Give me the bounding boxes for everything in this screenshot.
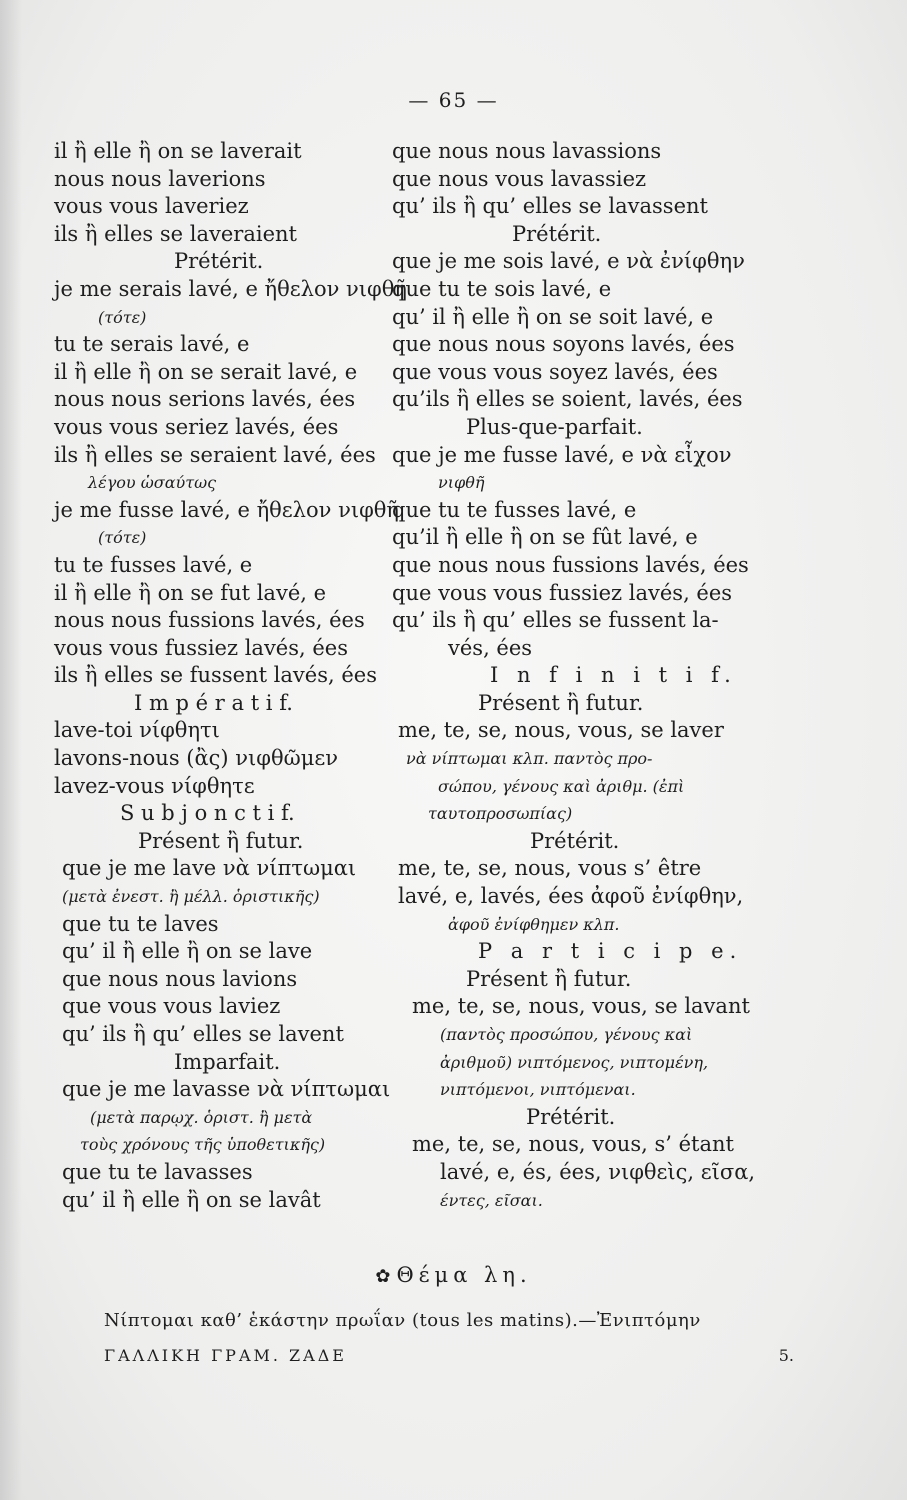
greek-note: νιπτόμενοι, νιπτόμεναι. (440, 1080, 636, 1100)
exercise-text: Νίπτομαι καθ’ ἑκάστην πρωΐαν (tous les matins).—Ἐνιπτόμην (104, 1310, 701, 1331)
text-line: il ἢ elle ἢ on se laverait (54, 139, 302, 163)
text-line: que nous nous lavions (62, 966, 298, 991)
text-line: me, te, se, nous, vous, s’ étant (412, 1132, 734, 1157)
greek-note: σώπου, γένους καὶ ἀριθμ. (ἐπὶ (438, 776, 685, 796)
greek-note: νὰ νίπτωμαι κλπ. παντὸς προ- (406, 749, 653, 769)
text-line: que nous vous lavassiez (392, 166, 647, 191)
text-line: lavons-nous (ἂς) νιφθῶμεν (54, 746, 339, 771)
text-line: vous vous seriez lavés, ées (54, 414, 339, 439)
greek-note: ταυτοπροσωπίας) (428, 804, 573, 824)
greek-note: λέγου ὡσαύτως (88, 473, 217, 493)
greek-note: ἀφοῦ ἐνίφθημεν κλπ. (448, 914, 620, 934)
text-line: qu’ il ἢ elle ἢ on se lave (62, 939, 313, 964)
section-heading: I m p é r a t i f. (134, 690, 293, 715)
text-line: qu’ il ἢ elle ἢ on se lavât (62, 1187, 321, 1212)
greek-note: (τότε) (98, 528, 147, 548)
text-line: que je me lave νὰ νίπτωμαι (62, 856, 357, 881)
text-line: me, te, se, nous, vous s’ être (398, 856, 702, 881)
text-line: nous nous laverions (54, 166, 266, 191)
section-heading: Plus-que-parfait. (466, 414, 643, 439)
text-line: il ἢ elle ἢ on se fut lavé, e (54, 580, 327, 605)
greek-note: (μετὰ παρῳχ. ὁριστ. ἢ μετὰ (90, 1107, 313, 1127)
signature-number: 5. (778, 1346, 794, 1365)
text-line: qu’ ils ἢ qu’ elles se fussent la- (392, 608, 719, 633)
page-footer (104, 1346, 794, 1365)
text-line: tu te fusses lavé, e (54, 552, 253, 577)
text-line: que je me fusse lavé, e νὰ εἶχον (392, 442, 732, 467)
section-heading: I n f i n i t i f. (490, 663, 737, 688)
text-line: ils ἢ elles se fussent lavés, ées (54, 663, 377, 688)
ornament-icon: ✿ (375, 1266, 391, 1287)
section-heading: Présent ἢ futur. (466, 966, 632, 991)
text-line: nous nous fussions lavés, ées (54, 608, 365, 633)
greek-note: (παντὸς προσώπου, γένους καὶ (440, 1025, 693, 1044)
section-heading: Imparfait. (174, 1049, 281, 1074)
text-line: que vous vous soyez lavés, ées (392, 359, 718, 384)
greek-note: (τότε) (98, 307, 147, 327)
section-heading: Présent ἢ futur. (138, 828, 304, 853)
section-heading: Prétérit. (174, 249, 264, 274)
text-line: qu’il ἢ elle ἢ on se fût lavé, e (392, 525, 698, 550)
section-heading: Prétérit. (526, 1104, 616, 1129)
text-line: lavez-vous νίφθητε (54, 773, 255, 798)
greek-note: (μετὰ ἐνεστ. ἢ μέλλ. ὁριστικῆς) (62, 887, 320, 907)
text-line: il ἢ elle ἢ on se serait lavé, e (54, 359, 358, 384)
greek-note: νιφθῆ (438, 473, 485, 493)
text-line: qu’ ils ἢ qu’ elles se lavent (62, 1022, 344, 1046)
greek-note: τοὺς χρόνους τῆς ὑποθετικῆς) (80, 1135, 326, 1155)
text-line: que tu te lavasses (62, 1159, 253, 1184)
text-line: tu te serais lavé, e (54, 332, 250, 357)
section-heading: Présent ἢ futur. (478, 690, 644, 715)
exercise-title: Θέμα λη. (396, 1263, 532, 1287)
text-line: vés, ées (448, 635, 533, 660)
page-number: — 65 — (408, 88, 499, 112)
text-line: me, te, se, nous, vous, se laver (398, 718, 724, 743)
section-heading: S u b j o n c t i f. (120, 801, 295, 826)
text-line: que vous vous laviez (62, 994, 281, 1019)
text-line: que nous nous fussions lavés, ées (392, 552, 749, 577)
left-column (54, 138, 414, 1214)
text-line: qu’ils ἢ elles se soient, lavés, ées (392, 387, 743, 412)
text-line: que nous nous lavassions (392, 139, 662, 163)
text-line: vous vous fussiez lavés, ées (54, 635, 348, 660)
text-line: lavé, e, és, ées, νιφθεὶς, εῖσα, (440, 1159, 756, 1184)
text-line: ils ἢ elles se seraient lavé, ées (54, 442, 376, 467)
text-line: je me serais lavé, e ἤθελον νιφθῆ (54, 276, 407, 301)
text-line: lavé, e, lavés, ées ἀφοῦ ἐνίφθην, (398, 884, 744, 909)
greek-note: έντες, εῖσαι. (440, 1190, 543, 1210)
text-line: que je me sois lavé, e νὰ ἐνίφθην (392, 249, 745, 274)
text-line: que je me lavasse νὰ νίπτωμαι (62, 1077, 391, 1102)
text-line: qu’ il ἢ elle ἢ on se soit lavé, e (392, 304, 714, 329)
signature-mark: ΓΑΛΛΙΚΗ ΓΡΑΜ. ΖΑΔΕ (104, 1346, 347, 1365)
section-heading: Prétérit. (530, 828, 620, 853)
section-heading: P a r t i c i p e. (478, 939, 743, 964)
text-line: je me fusse lavé, e ἤθελον νιφθῆ (54, 497, 399, 522)
text-line: que tu te fusses lavé, e (392, 497, 637, 522)
text-line: vous vous laveriez (54, 194, 249, 219)
text-line: ils ἢ elles se laveraient (54, 221, 297, 246)
exercise-heading (0, 1263, 907, 1287)
text-line: que tu te sois lavé, e (392, 276, 612, 301)
greek-note: ἀριθμοῦ) νιπτόμενος, νιπτομένη, (440, 1052, 709, 1072)
text-line: que vous vous fussiez lavés, ées (392, 580, 733, 605)
text-line: me, te, se, nous, vous, se lavant (412, 994, 750, 1019)
text-line: qu’ ils ἢ qu’ elles se lavassent (392, 194, 708, 219)
right-column (392, 138, 772, 1214)
text-line: nous nous serions lavés, ées (54, 387, 356, 412)
text-line: que tu te laves (62, 911, 219, 936)
text-line: lave-toi νίφθητι (54, 718, 220, 743)
section-heading: Prétérit. (512, 221, 602, 246)
text-line: que nous nous soyons lavés, ées (392, 332, 735, 357)
